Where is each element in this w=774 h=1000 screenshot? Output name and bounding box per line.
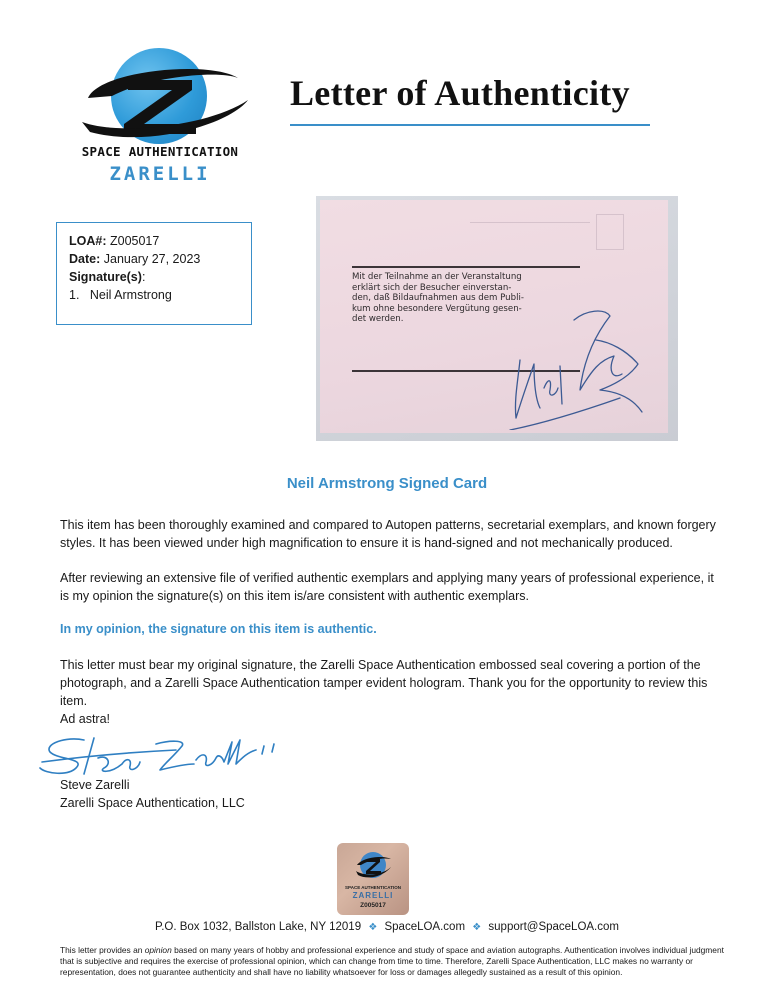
page-title: Letter of Authenticity [290,73,630,113]
armstrong-signature-icon [500,280,660,430]
date-row [69,250,239,268]
diamond-separator-icon: ❖ [472,922,482,933]
title-underline [290,124,650,126]
card-faint-print [470,222,590,253]
loa-number-row [69,232,239,250]
item-photo [316,196,678,441]
disclaimer-pre: This letter provides an [60,945,145,955]
footer-email-link[interactable]: support@SpaceLOA.com [488,921,619,933]
card-top-rule [352,266,580,268]
card-text-line: kum ohne besondere Vergütung gesen- [352,303,522,314]
loa-number-label: LOA#: [69,234,107,248]
logo-text-zarelli: ZARELLI [109,163,211,185]
logo-swoosh-icon [60,40,260,150]
paragraph-requirements: This letter must bear my original signature, the Zarelli Space Authentication embossed seal covering a portion of the photograph, and a Zarelli Space Authentication tamper evident hologram. Thank you for the opportunity to review this item. [60,658,708,708]
hologram-seal [337,843,409,915]
card-text-line: Mit der Teilnahme an der Veranstaltung [352,272,522,282]
signed-card [320,200,668,433]
disclaimer-post: based on many years of hobby and professional experience and study of space and aviation autographs. Authentication involves individual judgment that is subjective and requires the exercise of professional opinion, which can change from time to time. Therefore, Zarelli Space Authentication, LLC makes no warranty or representation, does not guarantee authenticity and shall have no liability whatsoever for loss or damages allegedly sustained as a result of this opinion. [60,945,724,977]
signature-number: 1. [69,288,80,302]
authentic-opinion-statement: In my opinion, the signature on this item is authentic. [60,622,377,636]
signature-name: Neil Armstrong [89,288,172,302]
closing-salutation: Ad astra! [60,712,111,726]
seal-serial-number: Z005017 [360,902,386,909]
disclaimer-text [60,945,724,978]
footer-address: P.O. Box 1032, Ballston Lake, NY 12019 [155,921,362,933]
card-text-line: den, daß Bildaufnahmen aus dem Publi- [352,293,524,304]
seal-text-zarelli: ZARELLI [352,891,394,900]
seal-logo-icon [353,847,393,885]
paragraph-examination: This item has been thoroughly examined and compared to Autopen patterns, secretarial exemplars, and known forgery styles. It has been viewed under high magnification to ensure it is hand-signed and not mechanically produced. [60,518,716,550]
item-title: Neil Armstrong Signed Card [286,475,488,492]
date-label: Date: [69,252,101,266]
card-faint-stamp [596,214,624,250]
signer-name: Steve Zarelli [60,778,130,792]
date-value: January 27, 2023 [103,252,201,266]
disclaimer-emphasis: opinion [144,945,172,955]
logo-text-space-authentication: SPACE AUTHENTICATION [81,144,239,159]
signatures-row: Signature(s): [69,270,146,284]
loa-number-value: Z005017 [109,234,160,248]
signatures-label: Signature(s) [69,270,142,284]
signature-list-item [69,286,239,304]
signer-company: Zarelli Space Authentication, LLC [60,796,245,810]
seal-text-space-authentication: SPACE AUTHENTICATION [345,885,401,890]
paragraph-opinion-basis: After reviewing an extensive file of verified authentic exemplars and applying many years of professional experience, it is my opinion the signature(s) on this item is/are consistent with authentic exemplars. [60,571,714,603]
footer-contact [0,921,774,933]
diamond-separator-icon: ❖ [368,922,378,933]
company-logo [60,40,260,190]
card-text-line: erklärt sich der Besucher einverstan- [352,282,512,293]
signer-block [60,776,245,812]
footer-website-link[interactable]: SpaceLOA.com [384,921,466,933]
card-text-line: det werden. [352,314,404,325]
loa-info-box [56,222,252,325]
